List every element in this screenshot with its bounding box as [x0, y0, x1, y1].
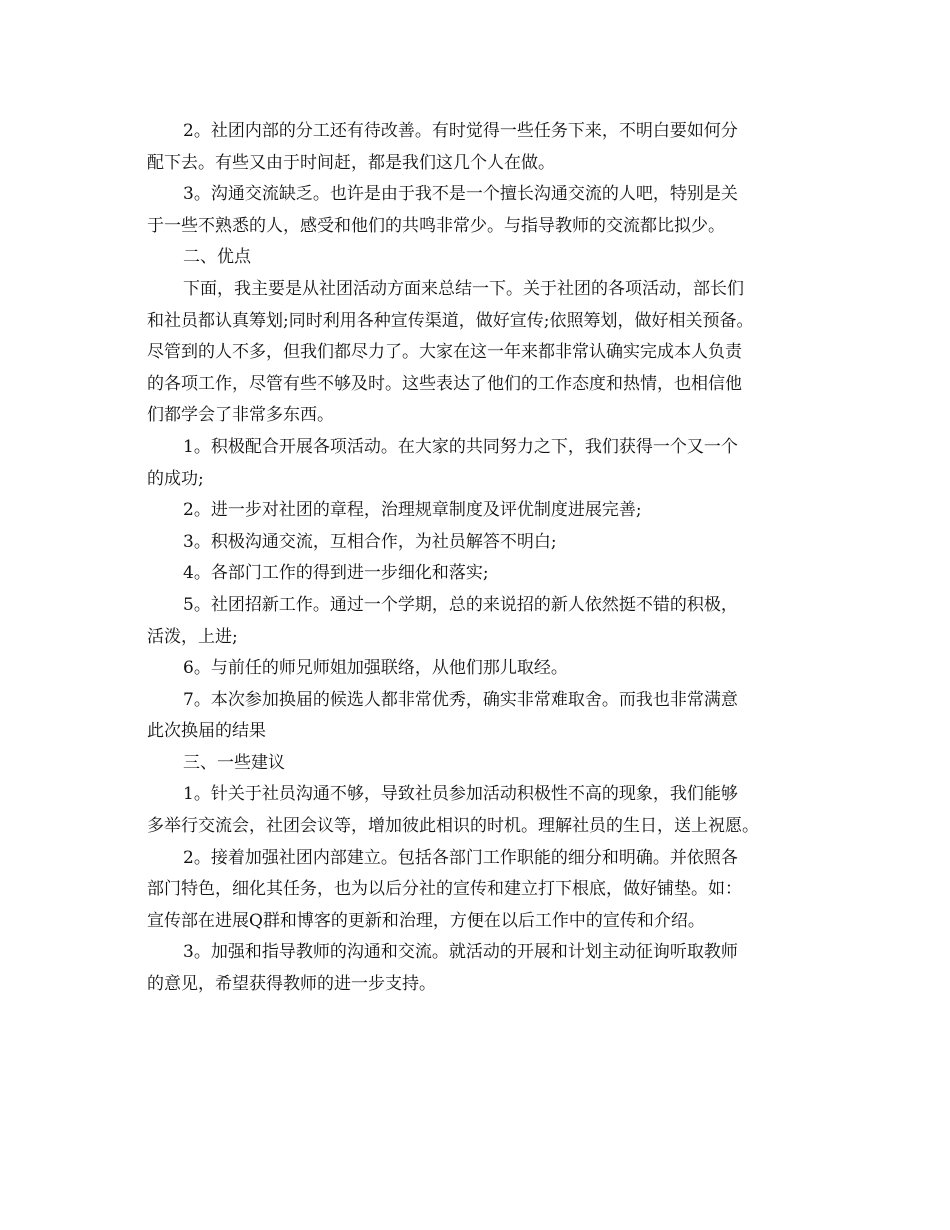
text-line: 多举行交流会，社团会议等，增加彼此相识的时机。理解社员的生日，送上祝愿。: [147, 816, 759, 837]
text-line: 下面，我主要是从社团活动方面来总结一下。关于社团的各项活动，部长们: [183, 278, 744, 299]
text-line: 1。针关于社员沟通不够，导致社员参加活动积极性不高的现象，我们能够: [183, 784, 738, 805]
document-body: [147, 116, 827, 1001]
text-line: 3。积极沟通交流，互相合作，为社员解答不明白;: [183, 531, 557, 552]
text-line: 2。进一步对社团的章程，治理规章制度及评优制度进展完善;: [183, 500, 642, 521]
text-line: 7。本次参加换届的候选人都非常优秀，确实非常难取舍。而我也非常满意: [183, 689, 738, 710]
text-line: 的成功;: [147, 468, 204, 489]
text-line: 二、优点: [183, 247, 251, 268]
text-line: 的各项工作，尽管有些不够及时。这些表达了他们的工作态度和热情，也相信他: [147, 373, 742, 394]
text-line: 1。积极配合开展各项活动。在大家的共同努力之下，我们获得一个又一个: [183, 436, 738, 457]
text-line: 三、一些建议: [183, 752, 285, 773]
text-line: 活泼，上进;: [147, 626, 238, 647]
text-line: 2。社团内部的分工还有待改善。有时觉得一些任务下来，不明白要如何分: [183, 121, 738, 141]
text-line: 配下去。有些又由于时间赶，都是我们这几个人在做。: [147, 152, 555, 173]
text-line: 们都学会了非常多东西。: [147, 405, 334, 426]
text-line: 的意见，希望获得教师的进一步支持。: [147, 974, 436, 995]
text-line: 和社员都认真筹划;同时利用各种宣传渠道，做好宣传;依照筹划，做好相关预备。: [147, 310, 754, 331]
text-line: 6。与前任的师兄师姐加强联络，从他们那儿取经。: [183, 658, 568, 679]
text-line: 宣传部在进展Q群和博客的更新和治理，方便在以后工作中的宣传和介绍。: [147, 910, 705, 931]
text-line: 于一些不熟悉的人，感受和他们的共鸣非常少。与指导教师的交流都比拟少。: [147, 215, 725, 236]
text-line: 4。各部门工作的得到进一步细化和落实;: [183, 563, 489, 584]
text-line: 5。社团招新工作。通过一个学期，总的来说招的新人依然挺不错的积极，: [183, 594, 738, 615]
text-line: 尽管到的人不多，但我们都尽力了。大家在这一年来都非常认确实完成本人负责: [147, 342, 742, 363]
text-line: 3。加强和指导教师的沟通和交流。就活动的开展和计划主动征询听取教师: [183, 942, 738, 963]
text-line: 此次换届的结果: [147, 721, 266, 742]
text-line: 部门特色，细化其任务，也为以后分社的宣传和建立打下根底，做好铺垫。如：: [147, 879, 742, 900]
text-line: 2。接着加强社团内部建立。包括各部门工作职能的细分和明确。并依照各: [183, 847, 738, 868]
text-line: 3。沟通交流缺乏。也许是由于我不是一个擅长沟通交流的人吧，特别是关: [183, 184, 738, 205]
